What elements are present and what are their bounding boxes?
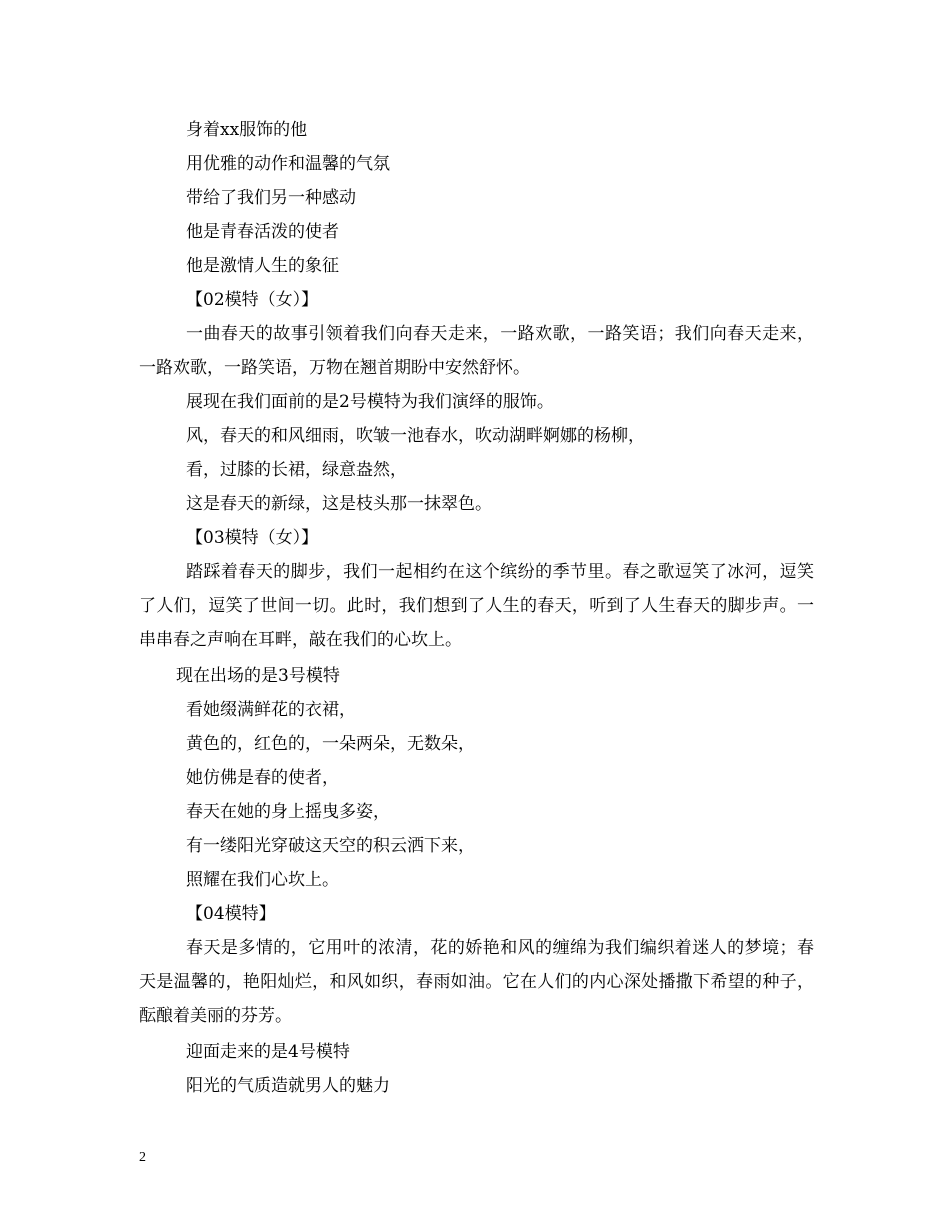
- text-line: 黄色的，红色的，一朵两朵，无数朵，: [186, 734, 475, 754]
- section-heading: 【03模特（女）】: [186, 528, 319, 548]
- text-line: 这是春天的新绿，这是枝头那一抹翠色。: [186, 494, 492, 514]
- section-heading: 【02模特（女）】: [186, 290, 319, 310]
- text-line: 带给了我们另一种感动: [186, 188, 356, 208]
- text-line: 照耀在我们心坎上。: [186, 870, 339, 890]
- text-line: 风，春天的和风细雨，吹皱一池春水，吹动湖畔婀娜的杨柳，: [186, 426, 645, 446]
- text-line: 她仿佛是春的使者，: [186, 768, 339, 788]
- text-line: 阳光的气质造就男人的魅力: [186, 1076, 390, 1096]
- text-line: 迎面走来的是4号模特: [186, 1042, 350, 1062]
- text-line: 身着xx服饰的他: [186, 120, 308, 140]
- text-line: 展现在我们面前的是2号模特为我们演绎的服饰。: [186, 392, 554, 412]
- text-line: 现在出场的是3号模特: [176, 666, 340, 686]
- text-line: 他是激情人生的象征: [186, 256, 339, 276]
- paragraph: 踏踩着春天的脚步，我们一起相约在这个缤纷的季节里。春之歌逗笑了冰河，逗笑了人们，逗笑了世间一切。此时，我们想到了人生的春天，听到了人生春天的脚步声。一串串春之声响在耳畔，敲在我们的心坎上。: [139, 562, 814, 650]
- paragraph: 春天是多情的，它用叶的浓清，花的娇艳和风的缠绵为我们编织着迷人的梦境；春天是温馨的，艳阳灿烂，和风如织，春雨如油。它在人们的内心深处播撒下希望的种子，酝酿着美丽的芬芳。: [139, 938, 814, 1026]
- text-line: 看她缀满鲜花的衣裙，: [186, 700, 356, 720]
- text-line: 看，过膝的长裙，绿意盎然，: [186, 460, 407, 480]
- text-line: 春天在她的身上摇曳多姿，: [186, 802, 390, 822]
- section-heading: 【04模特】: [186, 904, 276, 924]
- paragraph: 一曲春天的故事引领着我们向春天走来，一路欢歌，一路笑语；我们向春天走来，一路欢歌，一路笑语，万物在翘首期盼中安然舒怀。: [139, 324, 814, 378]
- text-line: 有一缕阳光穿破这天空的积云洒下来，: [186, 836, 475, 856]
- page-number: 2: [139, 1150, 146, 1165]
- text-line: 用优雅的动作和温馨的气氛: [186, 154, 390, 174]
- text-line: 他是青春活泼的使者: [186, 222, 339, 242]
